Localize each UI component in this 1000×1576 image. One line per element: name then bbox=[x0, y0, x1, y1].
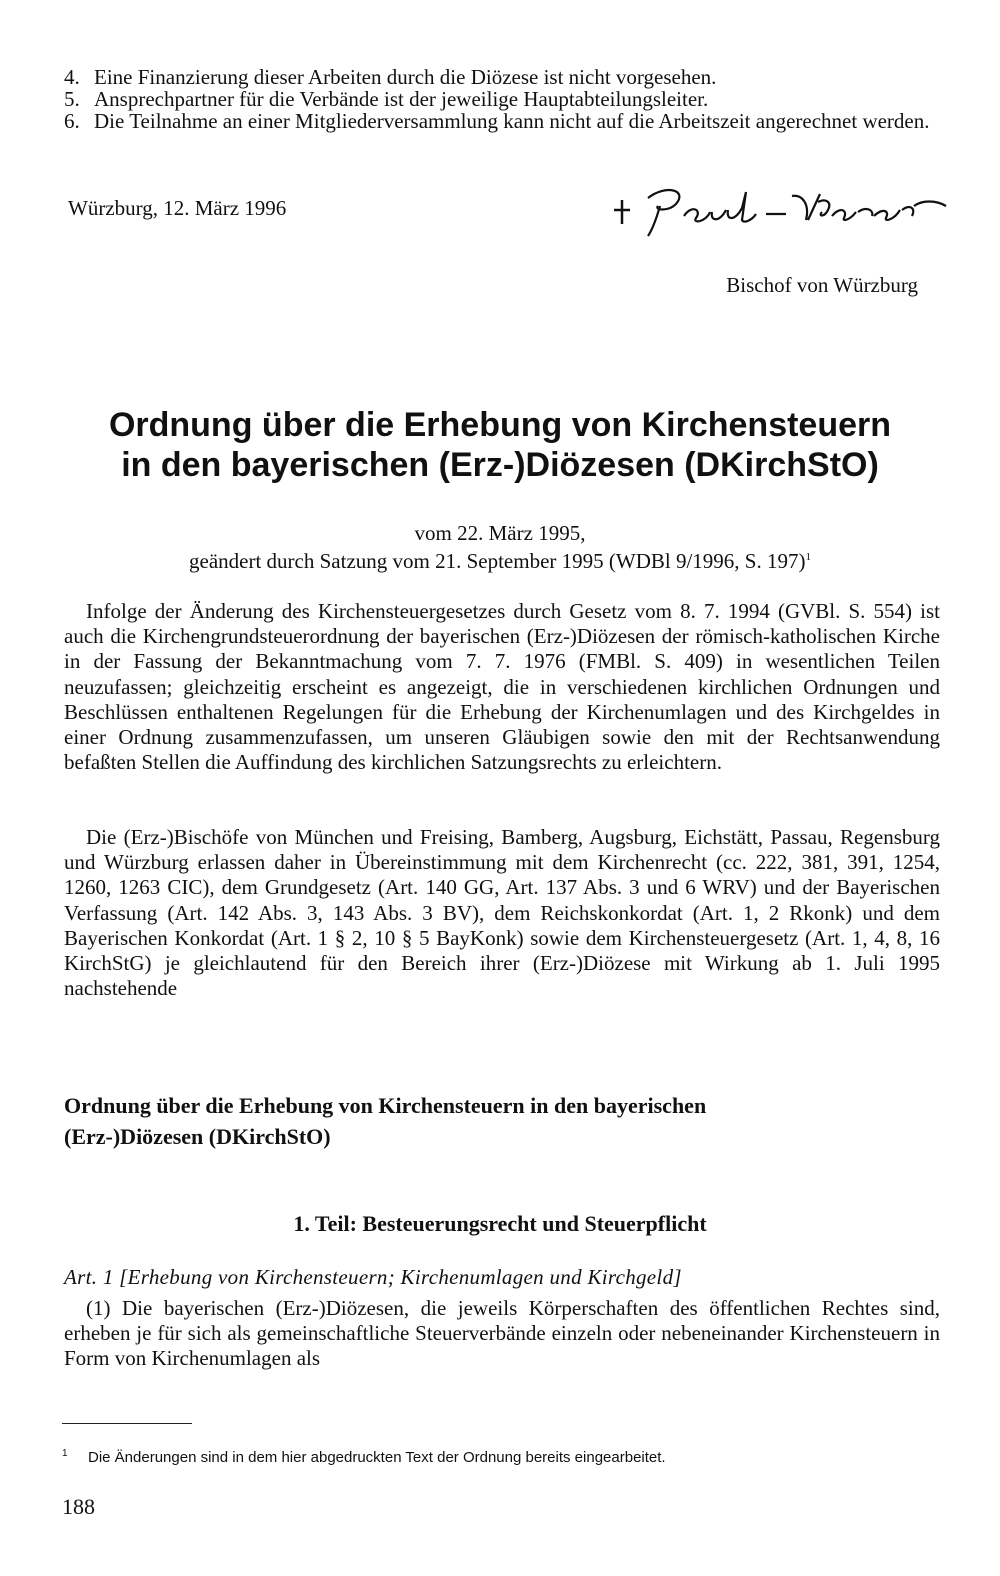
main-title bbox=[40, 405, 960, 485]
numbered-list bbox=[64, 66, 944, 132]
part-title: 1. Teil: Besteuerungsrecht und Steuerpflicht bbox=[293, 1211, 707, 1236]
list-item bbox=[64, 88, 944, 110]
page-number: 188 bbox=[62, 1494, 95, 1519]
subtitle-date: vom 22. März 1995, bbox=[414, 521, 586, 545]
place-date: Würzburg, 12. März 1996 bbox=[68, 196, 287, 220]
footnote-divider bbox=[62, 1423, 192, 1424]
list-item-number: 5. bbox=[64, 87, 80, 111]
list-item bbox=[64, 66, 944, 88]
list-item-text: Eine Finanzierung dieser Arbeiten durch die Diözese ist nicht vorgesehen. bbox=[94, 65, 717, 89]
footnote-mark: 1 bbox=[62, 1448, 68, 1459]
section-title-line: (Erz-)Diözesen (DKirchStO) bbox=[64, 1124, 331, 1149]
body-paragraph: Infolge der Änderung des Kirchensteuergesetzes durch Gesetz vom 8. 7. 1994 (GVBl. S. 554) ist auch die Kirchengrundsteuerordnung der bayerischen (Erz-)Diözesen der römisch-katholischen Kirche in der Fassung der Bekanntmachung vom 7. 7. 1976 (FMBl. S. 409) in wesentlichen Teilen neuzufassen; gleichzeitig erscheint es angezeigt, die in verschiedenen kirchlichen Ordnungen und Beschlüssen enthaltenen Regelungen für die Erhebung der Kirchenumlagen und des Kirchgeldes in einer Ordnung zusammenzufassen, um unseren Gläubigen sowie den mit der Rechtsanwendung befaßten Stellen die Auffindung des kirchlichen Satzungsrechts zu erleichtern. bbox=[64, 599, 940, 775]
list-item-number: 4. bbox=[64, 65, 80, 89]
section-title bbox=[64, 1090, 944, 1152]
list-item bbox=[64, 110, 944, 132]
main-title-line: Ordnung über die Erhebung von Kirchensteuern bbox=[108, 406, 892, 444]
list-item-text: Die Teilnahme an einer Mitgliederversammlung kann nicht auf die Arbeitszeit angerechnet werden. bbox=[94, 109, 930, 133]
footnote-text: Die Änderungen sind in dem hier abgedruckten Text der Ordnung bereits eingearbeitet. bbox=[88, 1449, 666, 1466]
signature-handwritten bbox=[596, 180, 976, 240]
list-item-number: 6. bbox=[64, 109, 80, 133]
footnote bbox=[62, 1448, 666, 1466]
subtitle-amendment-text: geändert durch Satzung vom 21. September 1995 (WDBl 9/1996, S. 197) bbox=[189, 549, 806, 573]
article-title: Art. 1 [Erhebung von Kirchensteuern; Kirchenumlagen und Kirchgeld] bbox=[64, 1265, 682, 1289]
body-paragraph: Die (Erz-)Bischöfe von München und Freising, Bamberg, Augsburg, Eichstätt, Passau, Regensburg und Würzburg erlassen daher in Übereinstimmung mit dem Kirchenrecht (cc. 222, 381, 391, 1254, 1260, 1263 CIC), dem Grundgesetz (Art. 140 GG, Art. 137 Abs. 3 und 6 WRV) und der Bayerischen Verfassung (Art. 142 Abs. 3, 143 Abs. 3 BV), dem Reichskonkordat (Art. 1, 2 Rkonk) und dem Bayerischen Konkordat (Art. 1 § 2, 10 § 5 BayKonk) sowie dem Kirchensteuergesetz (Art. 1, 4, 8, 16 KirchStG) je gleichlautend für den Bereich ihrer (Erz-)Diözese mit Wirkung ab 1. Juli 1995 nachstehende bbox=[64, 825, 940, 1001]
main-title-line: in den bayerischen (Erz-)Diözesen (DKirchStO) bbox=[121, 446, 879, 484]
subtitle-amendment bbox=[40, 549, 960, 574]
section-title-line: Ordnung über die Erhebung von Kirchensteuern in den bayerischen bbox=[64, 1093, 707, 1118]
signatory-title: Bischof von Würzburg bbox=[726, 273, 918, 297]
body-paragraph: (1) Die bayerischen (Erz-)Diözesen, die jeweils Körperschaften des öffentlichen Rechtes sind, erheben je für sich als gemeinschaftliche Steuerverbände einzeln oder nebeneinander Kirchensteuern in Form von Kirchenumlagen als bbox=[64, 1296, 940, 1371]
list-item-text: Ansprechpartner für die Verbände ist der jeweilige Hauptabteilungsleiter. bbox=[94, 87, 709, 111]
footnote-reference: 1 bbox=[805, 551, 811, 563]
